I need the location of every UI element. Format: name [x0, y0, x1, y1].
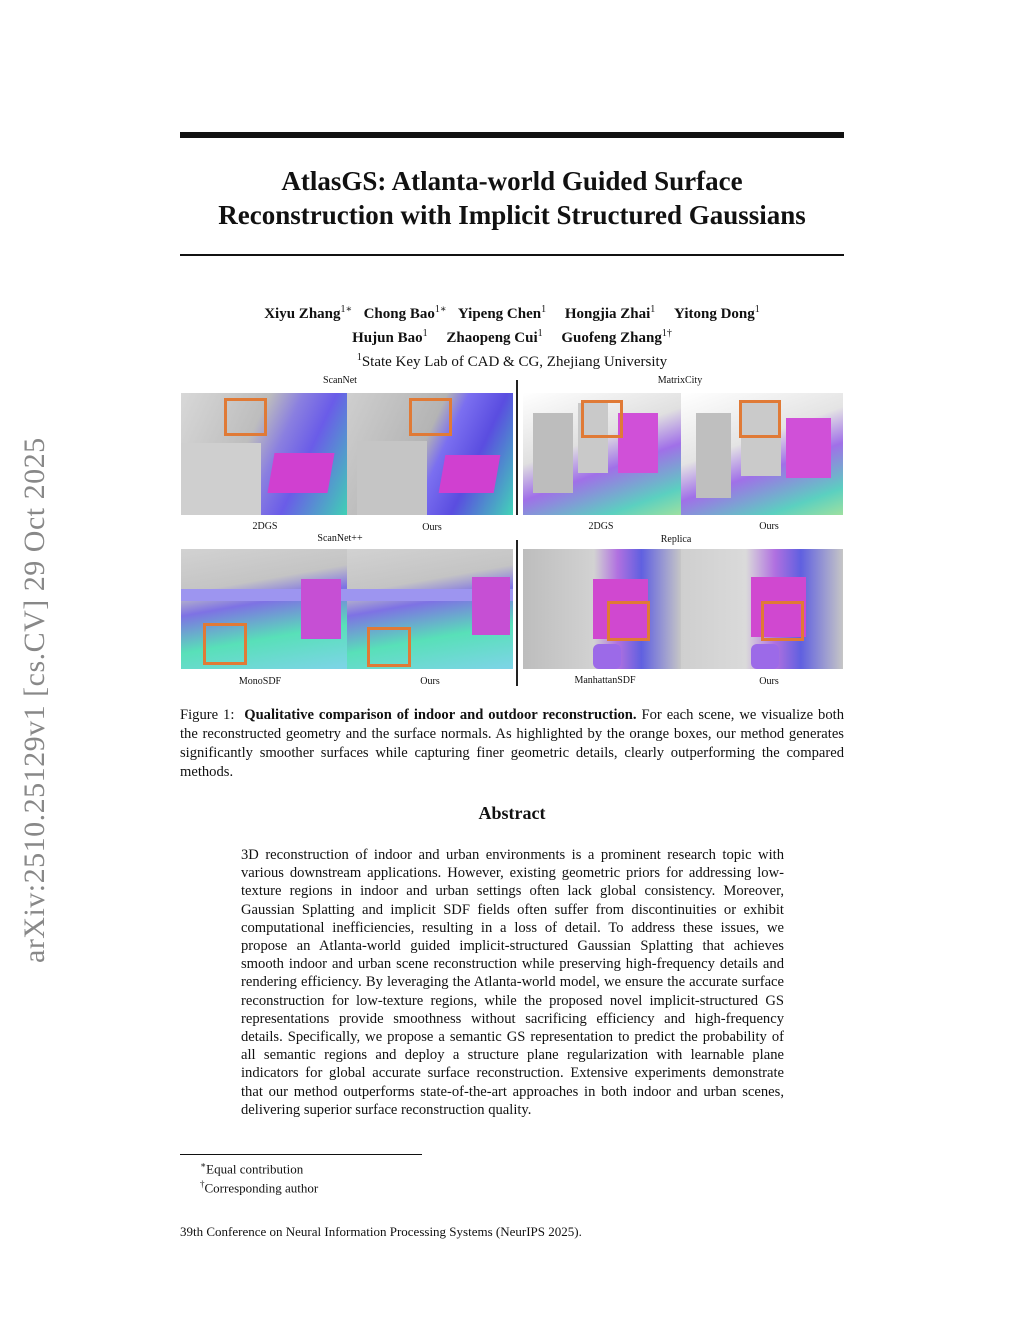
author-mark: 1 [754, 304, 760, 315]
highlight-box [739, 400, 781, 438]
method-label: Ours [759, 521, 779, 532]
affiliation [180, 348, 844, 372]
building-shape [618, 413, 658, 473]
author-name: Hongjia Zhai [564, 306, 651, 322]
author-line-2 [180, 324, 844, 348]
chair-shape [301, 579, 341, 639]
affiliation-text: State Key Lab of CAD & CG, Zhejiang University [361, 354, 668, 370]
matrixcity-2dgs-image [523, 393, 681, 515]
title-bottom-rule [180, 254, 844, 256]
author-mark: 1∗ [434, 304, 447, 315]
author-name: Xiyu Zhang [264, 306, 341, 322]
method-label: Ours [759, 676, 779, 687]
furniture-shape [267, 453, 334, 493]
building-shape [696, 413, 731, 498]
abstract-body: 3D reconstruction of indoor and urban environments is a prominent research topic with various downstream applications. However, existing geometric priors for addressing low-texture regions in indoor and urban settings often lack global consistency. Moreover, Gaussian Splatting and implicit SDF fields often suffer from discontinuities or exhibit computational inefficiencies, resulting in a loss of detail. To address these issues, we propose an Atlanta-world guided implicit-structured Gaussian Splatting that achieves smooth indoor and urban scene reconstruction while preserving high-frequency details and rendering efficiency. By leveraging the Atlanta-world model, we ensure the accurate surface reconstruction for low-texture regions, while the proposed novel implicit-structured GS representations provide smoothness without sacrificing efficiency and high-frequency details. Specifically, we propose a semantic GS representation to predict the probability of all semantic regions and deploy a structure plane regularization with learnable plane indicators for global accurate surface reconstruction. Extensive experiments demonstrate that our method outperforms state-of-the-art approaches in both indoor and urban scenes, delivering superior surface reconstruction quality. [241, 847, 784, 1118]
affiliation-mark: 1 [356, 352, 362, 363]
author-name: Yipeng Chen [457, 306, 542, 322]
conference-footer: 39th Conference on Neural Information Processing Systems (NeurIPS 2025). [180, 1224, 582, 1239]
method-label: ManhattanSDF [574, 675, 636, 686]
method-label: MonoSDF [238, 676, 282, 687]
matrixcity-ours-image [681, 393, 843, 515]
author-name: Yitong Dong [674, 306, 755, 322]
scene-label-replica: Replica [660, 534, 692, 545]
replica-ours-image [681, 549, 843, 669]
arxiv-side-label: arXiv:2510.25129v1 [cs.CV] 29 Oct 2025 [18, 437, 51, 963]
caption-label: Figure 1: [180, 707, 235, 723]
author-mark: 1∗ [340, 304, 353, 315]
footnote [200, 1175, 318, 1197]
author-line-1 [180, 300, 844, 324]
highlight-box [409, 398, 452, 436]
caption-bold: Qualitative comparison of indoor and outdoor reconstruction. [244, 707, 637, 723]
method-label: 2DGS [252, 521, 278, 532]
scannetpp-monosdf-image [181, 549, 347, 669]
figure-separator [516, 380, 518, 515]
author-mark: 1 [422, 328, 428, 339]
author-mark: 1 [650, 304, 656, 315]
highlight-box [224, 398, 267, 436]
scene-label-scannetpp: ScanNet++ [317, 533, 363, 544]
author-mark: 1† [661, 328, 672, 339]
scannet-2dgs-image [181, 393, 347, 515]
highlight-box [367, 627, 411, 667]
building-shape [786, 418, 831, 478]
title-line-2: Reconstruction with Implicit Structured Gaussians [218, 200, 806, 230]
scannetpp-ours-image [347, 549, 513, 669]
author-name: Guofeng Zhang [561, 330, 662, 346]
table-shape [751, 644, 779, 669]
author-mark: 1 [537, 328, 543, 339]
footnote-text: Equal contribution [206, 1161, 304, 1177]
building-shape [533, 413, 573, 493]
author-name: Hujun Bao [352, 330, 423, 346]
author-mark: 1 [541, 304, 547, 315]
footnote-text: Corresponding author [204, 1180, 319, 1196]
furniture-shape [439, 455, 501, 493]
method-label: 2DGS [588, 521, 614, 532]
figure-separator [516, 540, 518, 686]
author-name: Zhaopeng Cui [446, 330, 538, 346]
scene-label-scannet: ScanNet [323, 375, 357, 386]
paper-title [180, 164, 844, 232]
title-top-rule [180, 132, 844, 138]
method-label: Ours [420, 676, 440, 687]
table-shape [593, 644, 621, 669]
title-line-1: AtlasGS: Atlanta-world Guided Surface [281, 166, 743, 196]
caption-text: For each scene, we visualize both the reconstructed geometry and the surface normals. As highlighted by the orange boxes, our method generates significantly smoother surfaces while capturing finer geometric details, clearly outperforming the compared methods. [180, 707, 844, 780]
figure-caption [180, 706, 844, 782]
chair-shape [472, 577, 510, 635]
furniture-shape [357, 441, 427, 515]
highlight-box [761, 601, 804, 641]
highlight-box [203, 623, 247, 665]
abstract-heading: Abstract [478, 803, 546, 823]
author-block [180, 300, 844, 372]
author-name: Chong Bao [363, 306, 435, 322]
replica-manhattansdf-image [523, 549, 681, 669]
method-label: Ours [422, 522, 442, 533]
footnote-mark: † [200, 1179, 205, 1189]
furniture-shape [181, 443, 261, 515]
highlight-box [581, 400, 623, 438]
highlight-box [607, 601, 650, 641]
scene-label-matrixcity: MatrixCity [657, 375, 703, 386]
footnote-mark: ∗ [200, 1160, 207, 1170]
footnote-rule [180, 1154, 422, 1155]
scannet-ours-image [347, 393, 513, 515]
